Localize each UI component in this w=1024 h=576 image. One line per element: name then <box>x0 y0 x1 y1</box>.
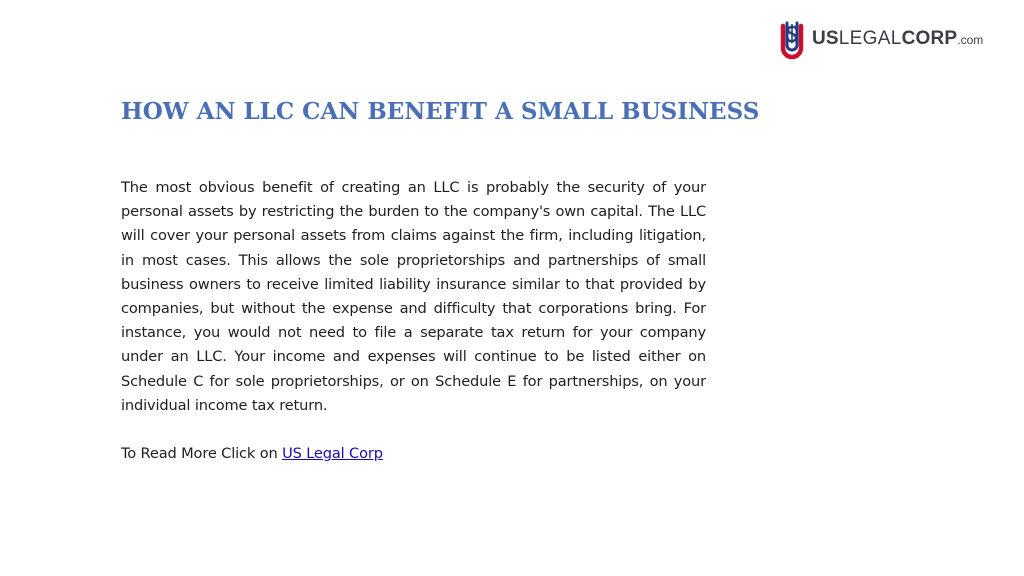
read-more-prefix: To Read More Click on <box>121 445 283 462</box>
logo-legal: LEGAL <box>838 28 902 49</box>
us-legal-corp-link[interactable]: US Legal Corp <box>282 445 383 462</box>
uslegalcorp-logo <box>778 18 983 60</box>
article-body: The most obvious benefit of creating an LLC is probably the security of your personal assets by restricting the burden to the company's own capital. The LLC will cover your personal assets from claims against the firm, including litigation, in most cases. This allows the sole proprietorships and partnerships of small business owners to receive limited liability insurance similar to that provided by companies, but without the expense and difficulty that corporations bring. For instance, you would not need to file a separate tax return for your company under an LLC. Your income and expenses will continue to be listed either on Schedule C for sole proprietorships, or on Schedule E for partnerships, on your individual income tax return. <box>121 179 706 414</box>
read-more-line <box>121 442 383 466</box>
paperclip-s-icon <box>778 18 806 60</box>
logo-wordmark <box>812 28 983 50</box>
logo-com: .com <box>957 33 984 47</box>
page-title: HOW AN LLC CAN BENEFIT A SMALL BUSINESS <box>121 98 760 125</box>
logo-corp: CORP <box>901 28 958 49</box>
logo-us: US <box>812 28 839 49</box>
